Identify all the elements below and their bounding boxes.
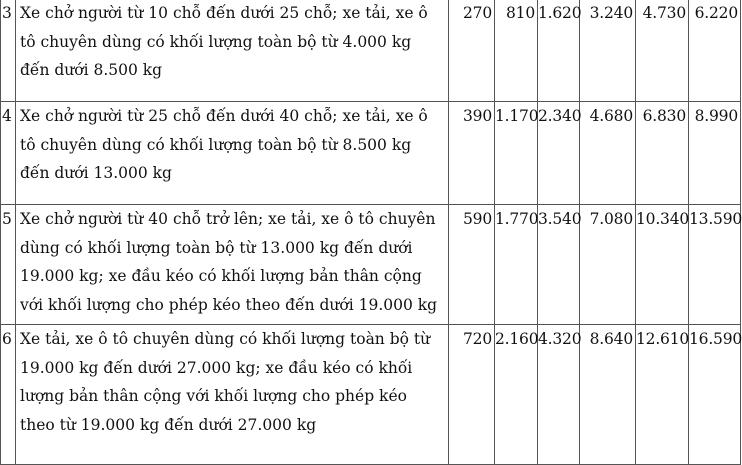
table-row — [1, 325, 741, 465]
fee-cell: 6.220 — [689, 0, 741, 102]
fee-cell: 4.730 — [636, 0, 689, 102]
row-number: 3 — [1, 0, 16, 102]
vehicle-description — [16, 205, 449, 325]
fee-cell: 2.340 — [538, 102, 580, 205]
fee-cell: 1.770 — [495, 205, 538, 325]
vehicle-description-text: Xe chở người từ 25 chỗ đến dưới 40 chỗ; xe tải, xe ô tô chuyên dùng có khối lượng toàn bộ từ 8.500 kg đến dưới 13.000 kg — [20, 107, 428, 182]
fee-cell: 590 — [449, 205, 495, 325]
vehicle-description-text: Xe chở người từ 40 chỗ trở lên; xe tải, xe ô tô chuyên dùng có khối lượng toàn bộ từ 13.000 kg đến dưới 19.000 kg; xe đầu kéo có khối lượng bản thân cộng với khối lượng cho phép kéo theo đến dưới 19.000 kg — [20, 210, 438, 314]
fee-cell: 390 — [449, 102, 495, 205]
fee-cell: 2.160 — [495, 325, 538, 465]
row-number: 5 — [1, 205, 16, 325]
vehicle-description — [16, 102, 449, 205]
fee-cell: 8.990 — [689, 102, 741, 205]
vehicle-description-text: Xe chở người từ 10 chỗ đến dưới 25 chỗ; xe tải, xe ô tô chuyên dùng có khối lượng toàn bộ từ 4.000 kg đến dưới 8.500 kg — [20, 4, 428, 79]
fee-cell: 720 — [449, 325, 495, 465]
fee-cell: 1.170 — [495, 102, 538, 205]
fee-cell: 16.590 — [689, 325, 741, 465]
table-row — [1, 0, 741, 102]
fee-cell: 13.590 — [689, 205, 741, 325]
fee-cell: 3.540 — [538, 205, 580, 325]
fee-cell: 10.340 — [636, 205, 689, 325]
fee-cell: 4.680 — [580, 102, 636, 205]
fee-cell: 270 — [449, 0, 495, 102]
fee-cell: 3.240 — [580, 0, 636, 102]
vehicle-description — [16, 0, 449, 102]
fee-cell: 7.080 — [580, 205, 636, 325]
fee-cell: 8.640 — [580, 325, 636, 465]
row-number: 6 — [1, 325, 16, 465]
row-number: 4 — [1, 102, 16, 205]
table-row — [1, 205, 741, 325]
fee-cell: 6.830 — [636, 102, 689, 205]
vehicle-description — [16, 325, 449, 465]
table-row — [1, 102, 741, 205]
fee-cell: 4.320 — [538, 325, 580, 465]
fee-cell: 1.620 — [538, 0, 580, 102]
fee-cell: 810 — [495, 0, 538, 102]
vehicle-description-text: Xe tải, xe ô tô chuyên dùng có khối lượng toàn bộ từ 19.000 kg đến dưới 27.000 kg; xe đầu kéo có khối lượng bản thân cộng với khối lượng cho phép kéo theo từ 19.000 kg đến dưới 27.000 kg — [20, 330, 431, 434]
fee-cell: 12.610 — [636, 325, 689, 465]
